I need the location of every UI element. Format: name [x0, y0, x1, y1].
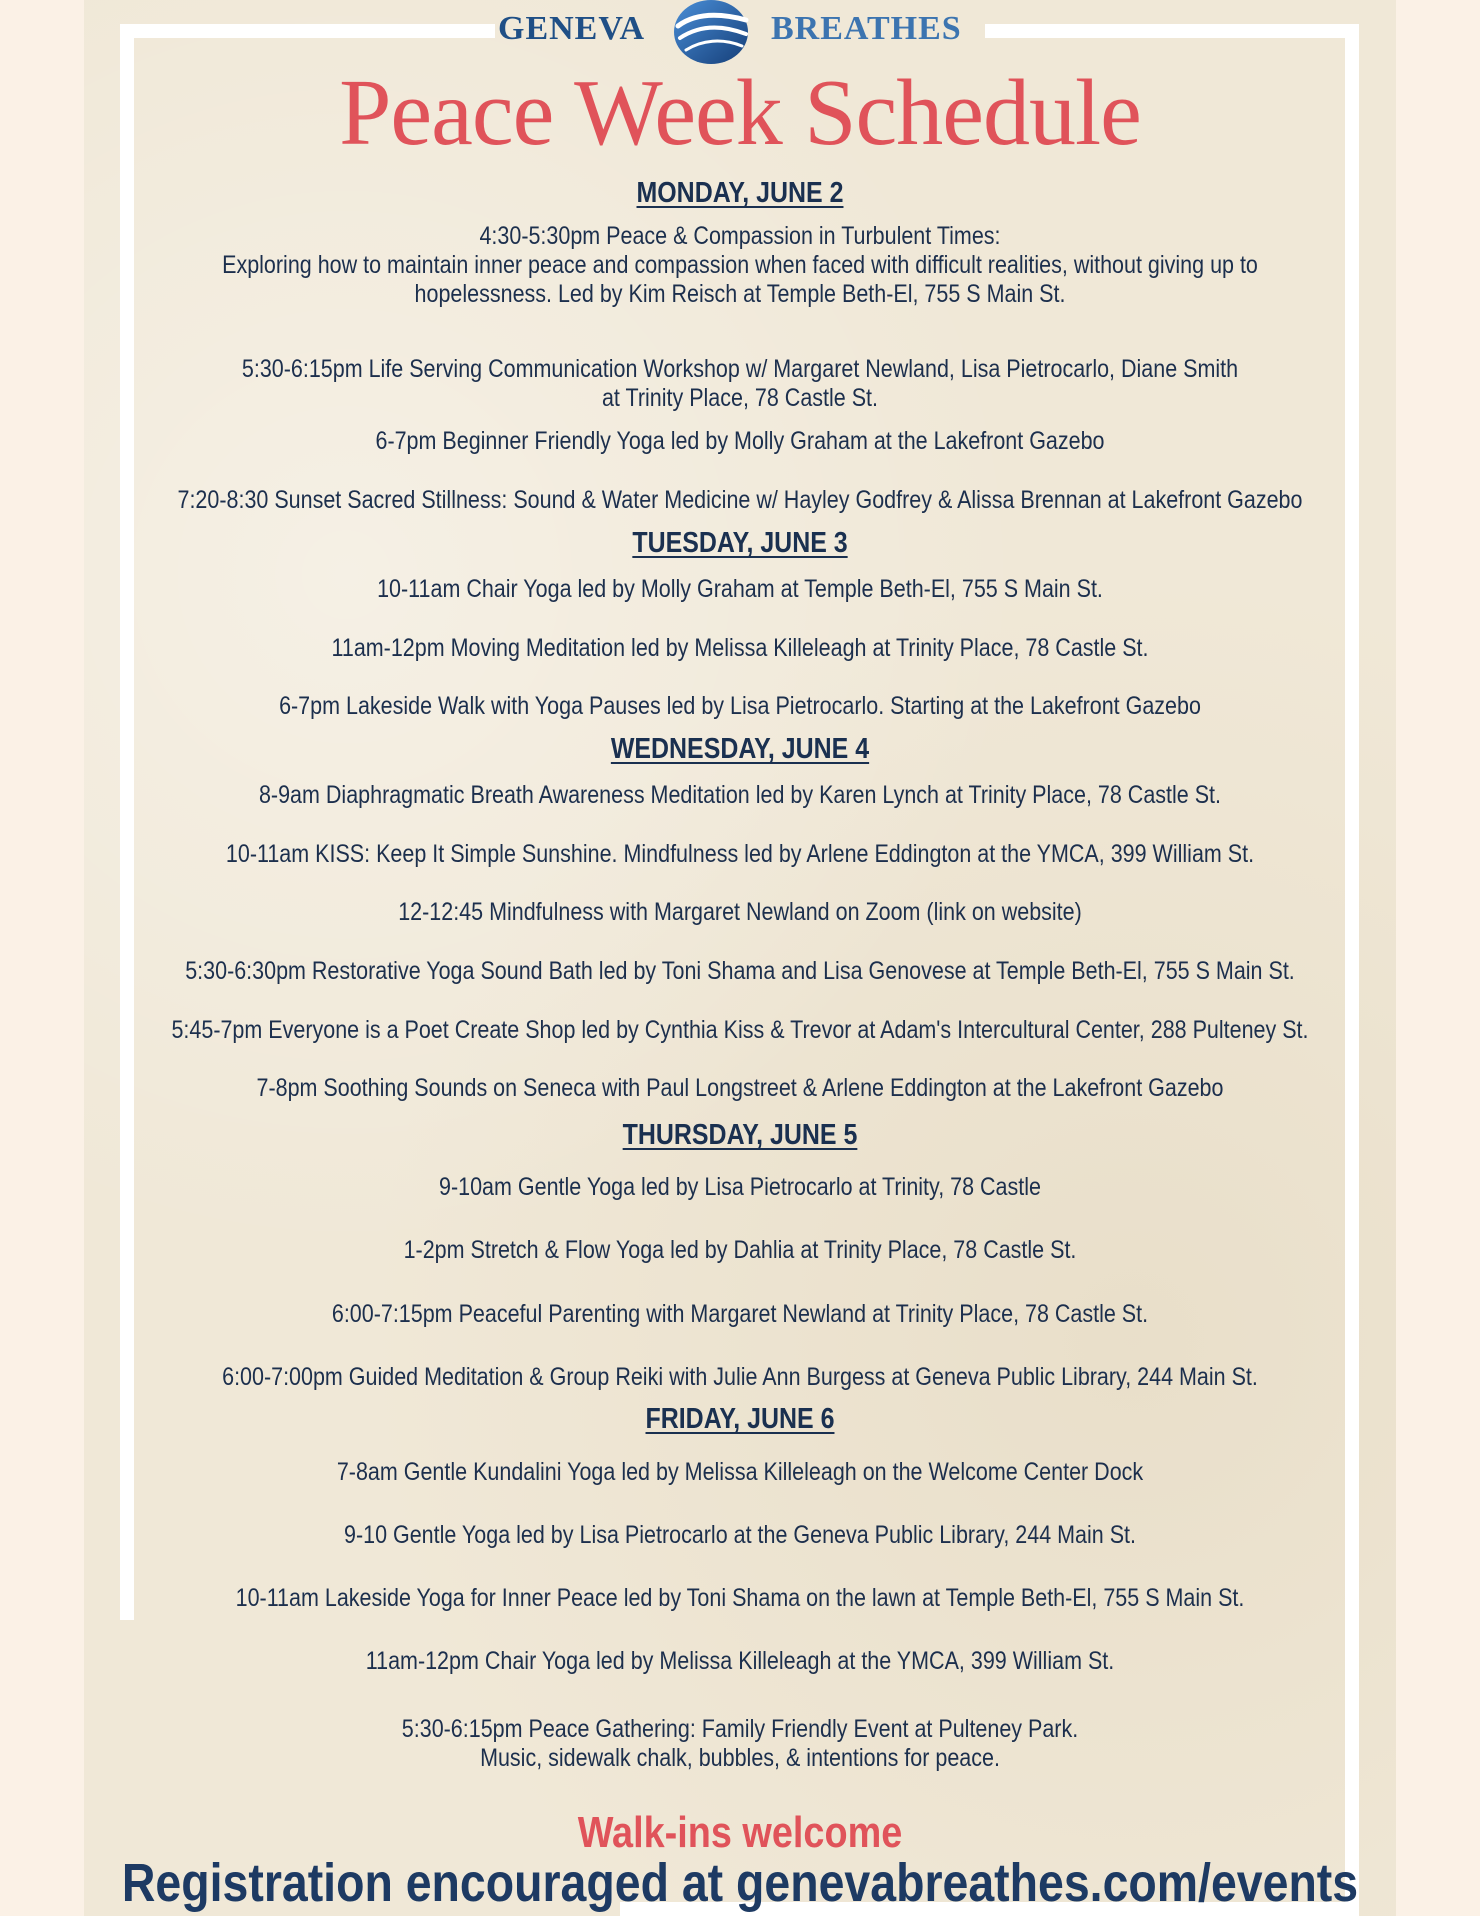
event-text-line: 6-7pm Beginner Friendly Yoga led by Molly Graham at the Lakefront Gazebo: [375, 427, 1105, 455]
event-item: [104, 634, 1377, 663]
event-item: [104, 1236, 1377, 1265]
event-item: [104, 1173, 1377, 1202]
event-text-line: 5:30-6:30pm Restorative Yoga Sound Bath led by Toni Shama and Lisa Genovese at Temple Beth-El, 755 S Main St.: [185, 957, 1295, 985]
event-item: [104, 1016, 1377, 1045]
event-item: [104, 575, 1377, 604]
event-item: [104, 355, 1377, 413]
event-text-line: 10-11am Chair Yoga led by Molly Graham at Temple Beth-El, 755 S Main St.: [377, 575, 1103, 603]
event-item: [104, 898, 1377, 927]
event-text-line: 8-9am Diaphragmatic Breath Awareness Meditation led by Karen Lynch at Trinity Place, 78 Castle St.: [258, 781, 1222, 809]
event-item: [104, 957, 1377, 986]
event-text-line: 5:30-6:15pm Peace Gathering: Family Friendly Event at Pulteney Park.: [401, 1715, 1079, 1743]
event-text-line: 6:00-7:00pm Guided Meditation & Group Reiki with Julie Ann Burgess at Geneva Public Library, 244 Main St.: [222, 1363, 1258, 1391]
registration-note: Registration encouraged at genevabreathes.com/events: [121, 1853, 1359, 1913]
event-item: [104, 1300, 1377, 1329]
event-item: [104, 840, 1377, 869]
event-item: [104, 1458, 1377, 1487]
page-title: Peace Week Schedule: [339, 61, 1141, 165]
frame-top-left: [120, 24, 495, 38]
event-text-line: 9-10 Gentle Yoga led by Lisa Pietrocarlo at the Geneva Public Library, 244 Main St.: [343, 1521, 1137, 1549]
frame-top-right: [985, 24, 1359, 38]
event-item: [104, 1647, 1377, 1676]
day-heading: THURSDAY, JUNE 5: [622, 1119, 858, 1151]
event-text-line: at Trinity Place, 78 Castle St.: [601, 384, 879, 412]
event-item: [104, 222, 1377, 309]
brand-left-word: GENEVA: [498, 10, 646, 47]
day-heading: TUESDAY, JUNE 3: [632, 527, 848, 559]
event-item: [104, 486, 1377, 515]
event-item: [104, 1074, 1377, 1103]
event-item: [104, 1584, 1377, 1613]
event-text-line: 10-11am Lakeside Yoga for Inner Peace led by Toni Shama on the lawn at Temple Beth-El, 755 S Main St.: [235, 1584, 1245, 1612]
event-text-line: 11am-12pm Moving Meditation led by Melissa Killeleagh at Trinity Place, 78 Castle St.: [331, 634, 1149, 662]
event-text-line: 9-10am Gentle Yoga led by Lisa Pietrocarlo at Trinity, 78 Castle: [439, 1173, 1041, 1201]
event-text-line: hopelessness. Led by Kim Reisch at Temple Beth-El, 755 S Main St.: [414, 280, 1066, 308]
event-item: [104, 427, 1377, 456]
geneva-breathes-logo-icon: [672, 0, 750, 66]
event-text-line: 6-7pm Lakeside Walk with Yoga Pauses led by Lisa Pietrocarlo. Starting at the Lakefront Gazebo: [279, 692, 1201, 720]
event-item: [104, 781, 1377, 810]
day-heading: FRIDAY, JUNE 6: [645, 1403, 835, 1435]
walkins-note: Walk-ins welcome: [577, 1808, 903, 1857]
event-item: [104, 1363, 1377, 1392]
event-text-line: 5:30-6:15pm Life Serving Communication Workshop w/ Margaret Newland, Lisa Pietrocarlo, Diane Smith: [241, 355, 1239, 383]
event-text-line: 11am-12pm Chair Yoga led by Melissa Killeleagh at the YMCA, 399 William St.: [365, 1647, 1115, 1675]
event-text-line: 7-8pm Soothing Sounds on Seneca with Paul Longstreet & Arlene Eddington at the Lakefront Gazebo: [256, 1074, 1224, 1102]
event-text-line: 1-2pm Stretch & Flow Yoga led by Dahlia at Trinity Place, 78 Castle St.: [403, 1236, 1077, 1264]
event-item: [104, 692, 1377, 721]
event-item: [104, 1521, 1377, 1550]
day-heading: WEDNESDAY, JUNE 4: [610, 733, 870, 765]
brand-right-word: BREATHES: [771, 10, 962, 47]
day-heading: MONDAY, JUNE 2: [636, 177, 844, 209]
event-text-line: Music, sidewalk chalk, bubbles, & intentions for peace.: [480, 1744, 1000, 1772]
event-text-line: 4:30-5:30pm Peace & Compassion in Turbulent Times:: [479, 222, 1001, 250]
event-text-line: Exploring how to maintain inner peace and compassion when faced with difficult realities, without giving up to: [222, 251, 1258, 279]
event-text-line: 10-11am KISS: Keep It Simple Sunshine. Mindfulness led by Arlene Eddington at the YMCA, 399 William St.: [225, 840, 1255, 868]
event-text-line: 6:00-7:15pm Peaceful Parenting with Margaret Newland at Trinity Place, 78 Castle St.: [331, 1300, 1149, 1328]
event-text-line: 7-8am Gentle Kundalini Yoga led by Melissa Killeleagh on the Welcome Center Dock: [336, 1458, 1144, 1486]
event-text-line: 7:20-8:30 Sunset Sacred Stillness: Sound & Water Medicine w/ Hayley Godfrey & Alissa Brennan at Lakefront Gazebo: [177, 486, 1303, 514]
event-text-line: 12-12:45 Mindfulness with Margaret Newland on Zoom (link on website): [398, 898, 1082, 926]
event-text-line: 5:45-7pm Everyone is a Poet Create Shop led by Cynthia Kiss & Trevor at Adam's Intercultural Center, 288 Pulteney St.: [171, 1016, 1309, 1044]
event-item: [104, 1715, 1377, 1773]
